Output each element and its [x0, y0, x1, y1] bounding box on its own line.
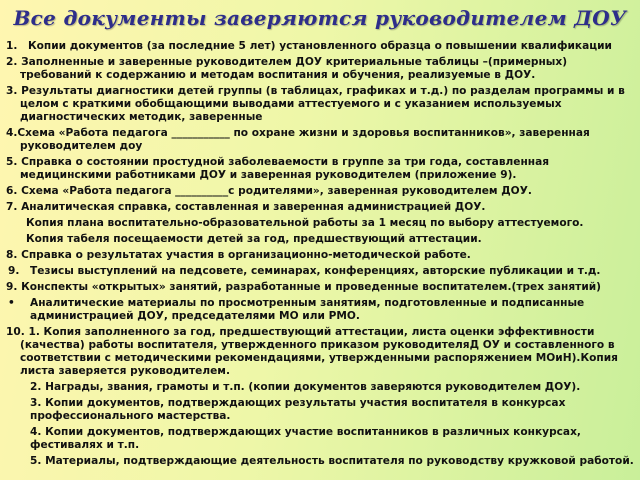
list-item: 7. Аналитическая справка, составленная и заверенная администрацией ДОУ.	[6, 201, 486, 213]
sub-list-item: 2. Награды, звания, грамоты и т.п. (копии документов заверяются руководителем ДОУ).	[30, 381, 581, 393]
sub-list-item: 4. Копии документов, подтверждающих участие воспитанников в различных конкурсах, фестивалях и т.п.	[30, 426, 581, 451]
list-item: 9. Конспекты «открытых» занятий, разработанные и проведенные воспитателем.(трех занятий)	[6, 281, 602, 293]
sub-list-item: 3. Копии документов, подтверждающих результаты участия воспитателя в конкурсах профессионального мастерства.	[30, 397, 566, 422]
list-item	[6, 265, 636, 278]
list-item: 3. Результаты диагностики детей группы (в таблицах, графиках и т.д.) по разделам программы и в целом с краткими обобщающими выводами аттестуемого и с указанием используемых диагностических методик, заверенные	[6, 85, 625, 123]
list-item	[6, 297, 636, 323]
list-item-text: Копии документов (за последние 5 лет) установленного образца о повышении квалификации	[28, 40, 612, 52]
document-list	[6, 40, 636, 471]
list-item: 5. Справка о состоянии простудной заболеваемости в группе за три года, составленная медицинскими работниками ДОУ и заверенная руководителем (приложение 9).	[6, 156, 550, 181]
page-title: Все документы заверяются руководителем ДОУ	[13, 6, 627, 30]
list-item: 2. Заполненные и заверенные руководителем ДОУ критериальные таблицы –(примерных) требований к содержанию и методам воспитания и обучения, реализуемые в ДОУ.	[6, 56, 568, 81]
list-item: 10. 1. Копия заполненного за год, предшествующий аттестации, листа оценки эффективности (качества) работы воспитателя, утвержденного приказом руководителяД ОУ и составленного в соответствии с методическими рекомендациями, утвержденными распоряжением МОиН).Копия листа заверяется руководителем.	[6, 326, 618, 377]
list-item-number: 1.	[6, 40, 18, 52]
list-item: 6. Схема «Работа педагога __________с родителями», заверенная руководителем ДОУ.	[6, 185, 532, 197]
list-item: 8. Справка о результатах участия в организационно-методической работе.	[6, 249, 471, 261]
list-item: Копия плана воспитательно-образовательной работы за 1 месяц по выбору аттестуемого.	[26, 217, 584, 229]
list-item	[6, 40, 636, 53]
sub-list-item: 5. Материалы, подтверждающие деятельность воспитателя по руководству кружковой работой.	[30, 455, 634, 467]
list-item-text: Аналитические материалы по просмотренным занятиям, подготовленные и подписанные администрацией ДОУ, председателями МО или РМО.	[30, 297, 585, 322]
list-item-number: 9.	[8, 265, 20, 277]
list-item-text: Тезисы выступлений на педсовете, семинарах, конференциях, авторские публикации и т.д.	[30, 265, 601, 277]
bullet-icon: •	[8, 297, 15, 309]
list-item: 4.Схема «Работа педагога ___________ по охране жизни и здоровья воспитанников», заверенная руководителем доу	[6, 127, 590, 152]
list-item: Копия табеля посещаемости детей за год, предшествующий аттестации.	[26, 233, 482, 245]
